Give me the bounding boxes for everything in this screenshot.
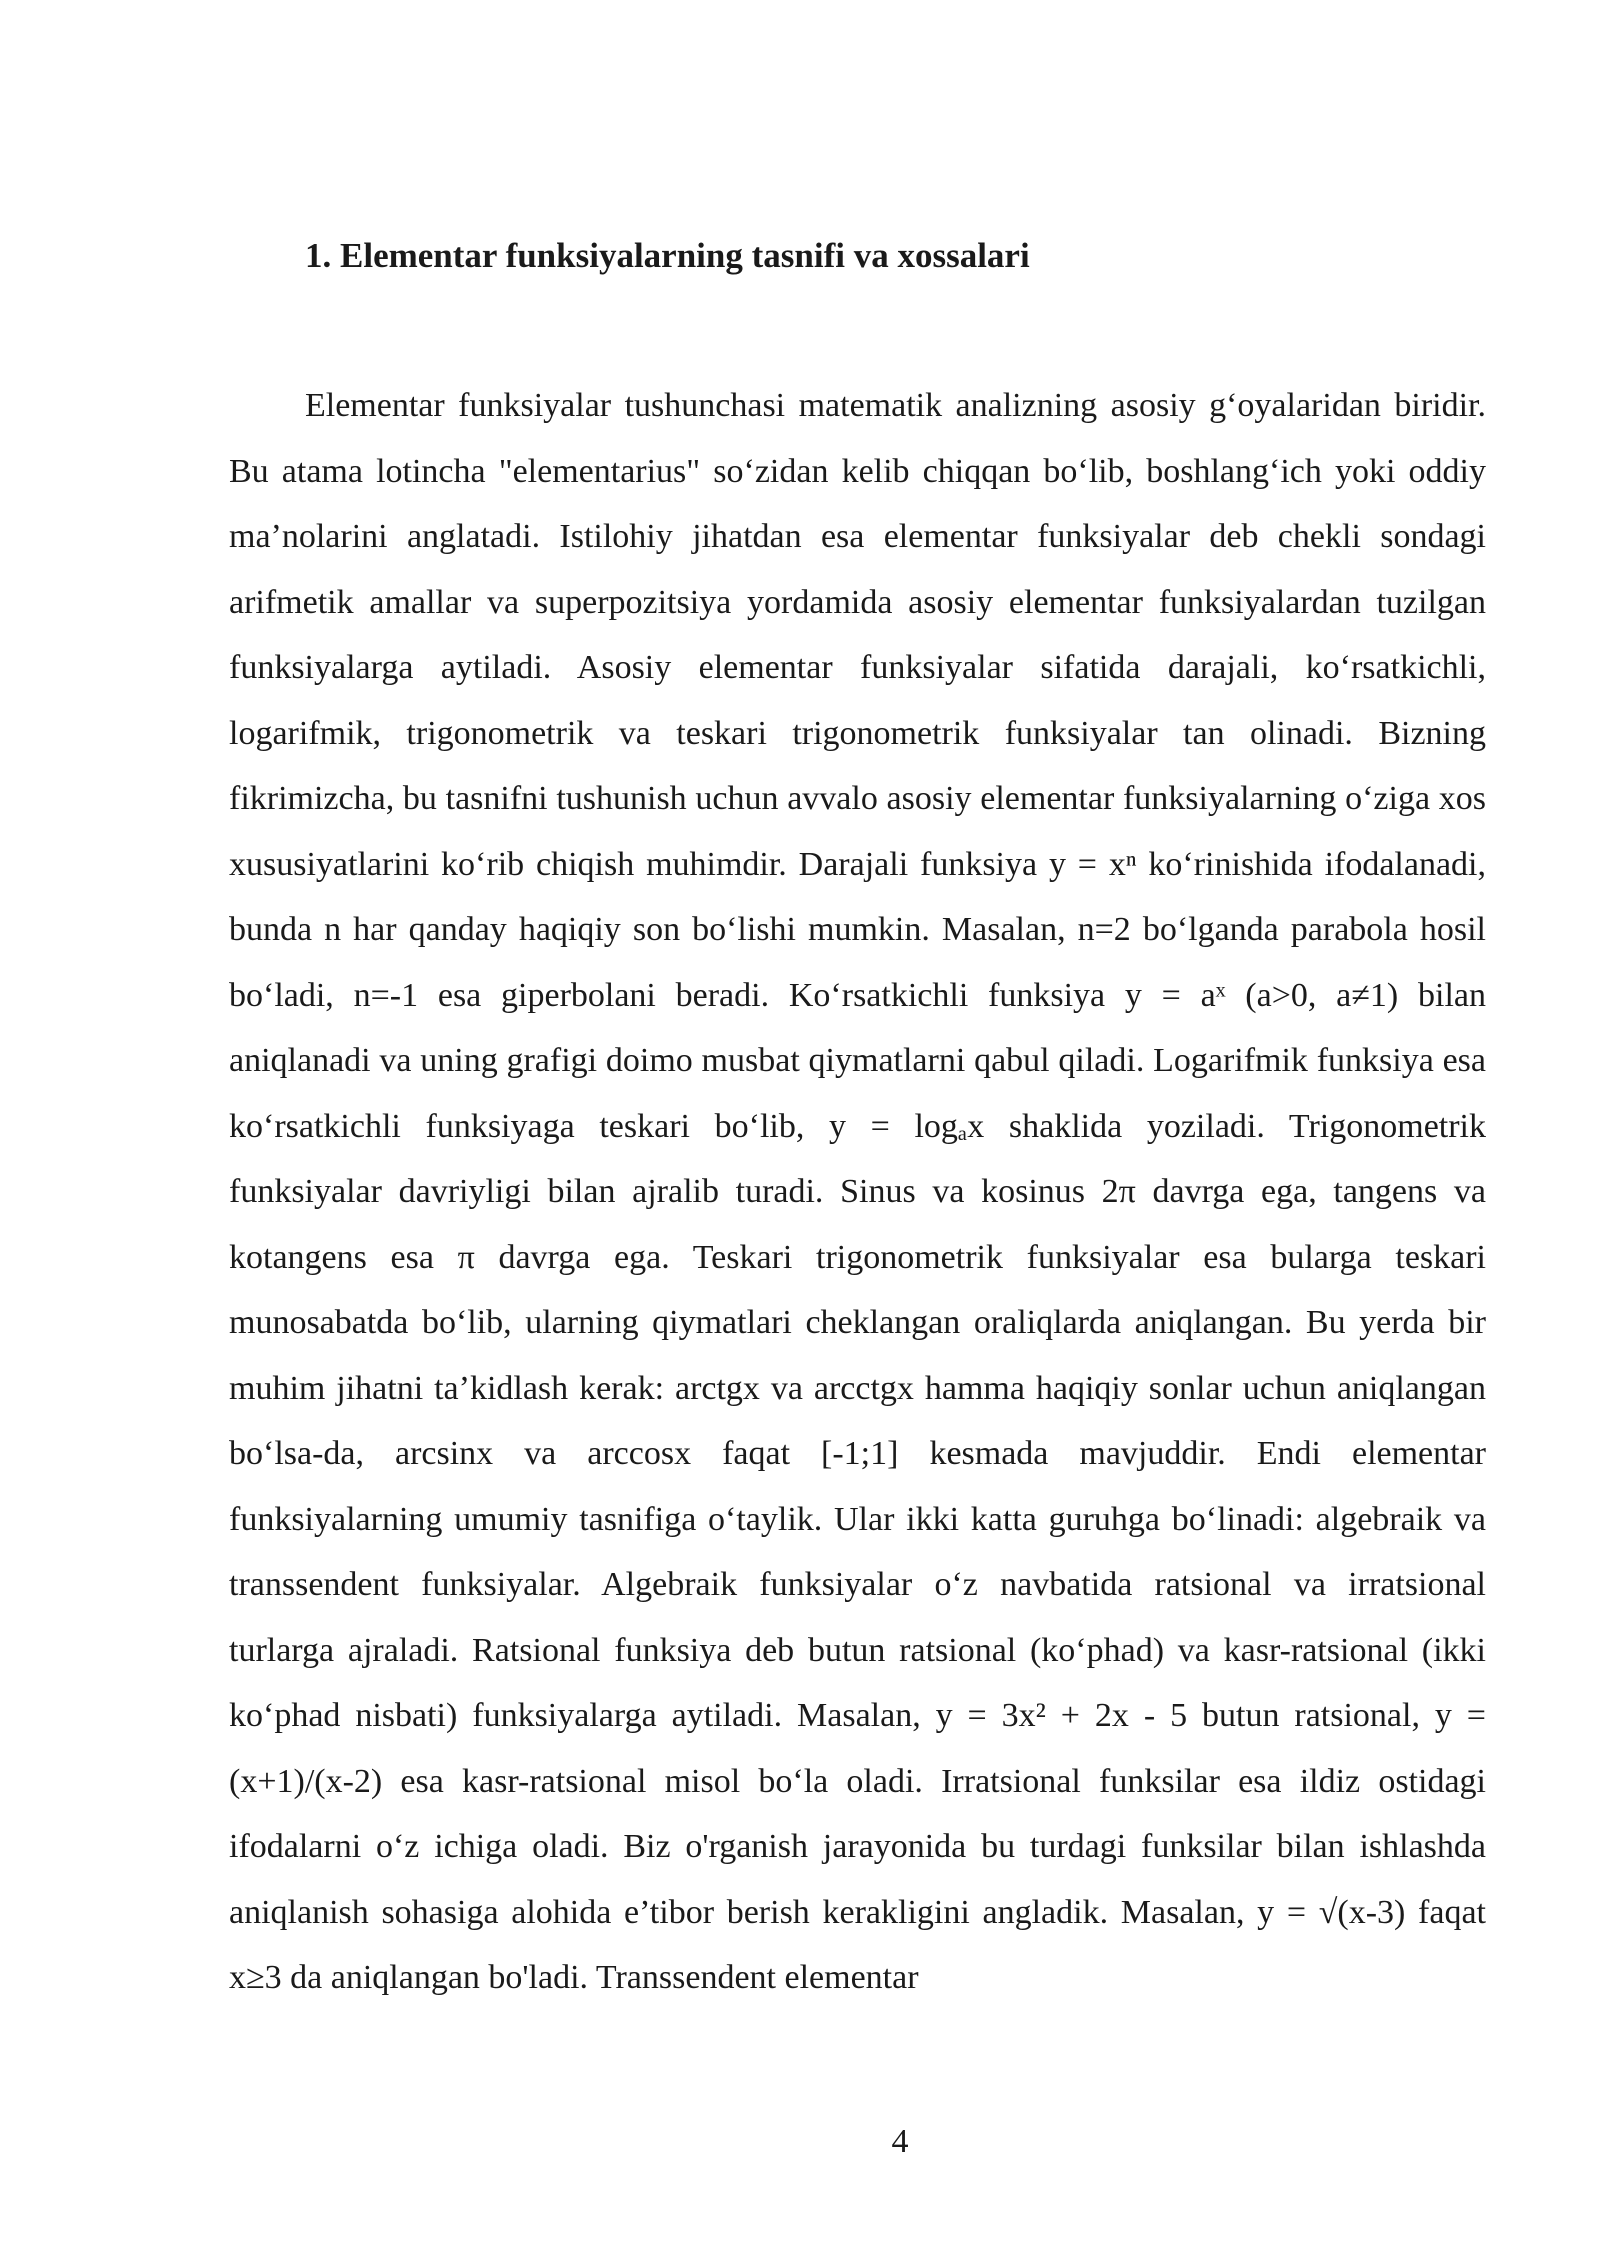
section-heading: 1. Elementar funksiyalarning tasnifi va xossalari [305,236,1030,275]
page-number: 4 [891,2123,909,2160]
body-paragraph: Elementar funksiyalar tushunchasi matematik analizning asosiy g‘oyalaridan biridir. Bu atama lotincha "elementarius" so‘zidan kelib chiqqan bo‘lib, boshlang‘ich yoki oddiy ma’nolarini anglatadi. Istilohiy jihatdan esa elementar funksiyalar deb chekli sondagi arifmetik amallar va superpozitsiya yordamida asosiy elementar funksiyalardan tuzilgan funksiyalarga aytiladi. Asosiy elementar funksiyalar sifatida darajali, ko‘rsatkichli, logarifmik, trigonometrik va teskari trigonometrik funksiyalar tan olinadi. Bizning fikrimizcha, bu tasnifni tushunish uchun avvalo asosiy elementar funksiyalarning o‘ziga xos xususiyatlarini ko‘rib chiqish muhimdir. Darajali funksiya y = xⁿ ko‘rinishida ifodalanadi, bunda n har qanday haqiqiy son bo‘lishi mumkin. Masalan, n=2 bo‘lganda parabola hosil bo‘ladi, n=-1 esa giperbolani beradi. Ko‘rsatkichli funksiya y = aˣ (a>0, a≠1) bilan aniqlanadi va uning grafigi doimo musbat qiymatlarni qabul qiladi. Logarifmik funksiya esa ko‘rsatkichli funksiyaga teskari bo‘lib, y = logₐx shaklida yoziladi. Trigonometrik funksiyalar davriyligi bilan ajralib turadi. Sinus va kosinus 2π davrga ega, tangens va kotangens esa π davrga ega. Teskari trigonometrik funksiyalar esa bularga teskari munosabatda bo‘lib, ularning qiymatlari cheklangan oraliqlarda aniqlangan. Bu yerda bir muhim jihatni ta’kidlash kerak: arctgx va arcctgx hamma haqiqiy sonlar uchun aniqlangan bo‘lsa-da, arcsinx va arccosx faqat [-1;1] kesmada mavjuddir. Endi elementar funksiyalarning umumiy tasnifiga o‘taylik. Ular ikki katta guruhga bo‘linadi: algebraik va transsendent funksiyalar. Algebraik funksiyalar o‘z navbatida ratsional va irratsional turlarga ajraladi. Ratsional funksiya deb butun ratsional (ko‘phad) va kasr-ratsional (ikki ko‘phad nisbati) funksiyalarga aytiladi. Masalan, y = 3x² + 2x - 5 butun ratsional, y = (x+1)/(x-2) esa kasr-ratsional misol bo‘la oladi. Irratsional funksilar esa ildiz ostidagi ifodalarni o‘z ichiga oladi. Biz o'rganish jarayonida bu turdagi funksilar bilan ishlashda aniqlanish sohasiga alohida e’tibor berish kerakligini angladik. Masalan, y = √(x-3) faqat x≥3 da aniqlangan bo'ladi. Transsendent elementar [229,387,1486,1996]
